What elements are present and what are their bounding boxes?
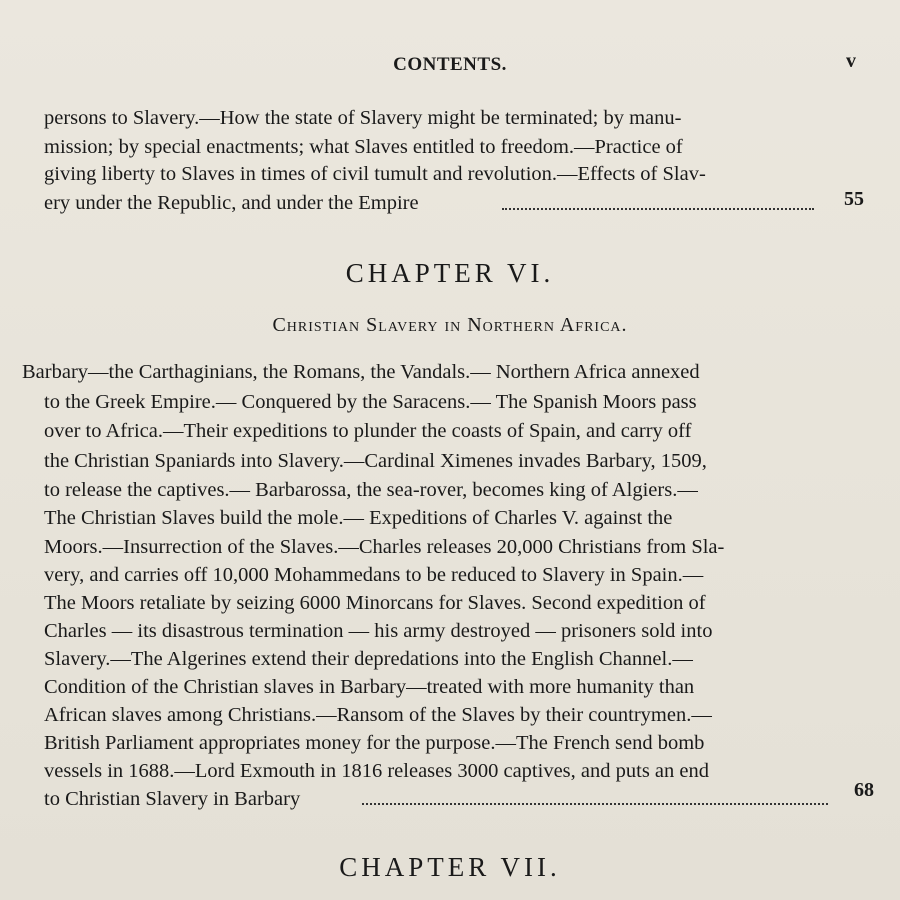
dot-leader bbox=[502, 208, 814, 210]
toc-line: to release the captives.— Barbarossa, the sea-rover, becomes king of Algiers.— bbox=[44, 479, 698, 501]
toc-line: The Christian Slaves build the mole.— Expeditions of Charles V. against the bbox=[44, 507, 673, 529]
toc-line: Barbary—the Carthaginians, the Romans, the Vandals.— Northern Africa annexed bbox=[22, 361, 700, 383]
toc-line: very, and carries off 10,000 Mohammedans to be reduced to Slavery in Spain.— bbox=[44, 564, 704, 586]
toc-line: The Moors retaliate by seizing 6000 Minorcans for Slaves. Second expedition of bbox=[44, 592, 706, 614]
toc-line: persons to Slavery.—How the state of Slavery might be terminated; by manu- bbox=[44, 107, 682, 129]
page-number: 55 bbox=[844, 188, 864, 210]
toc-line: vessels in 1688.—Lord Exmouth in 1816 releases 3000 captives, and puts an end bbox=[44, 760, 709, 782]
chapter-heading: CHAPTER VII. bbox=[339, 852, 561, 882]
page-number: 68 bbox=[854, 779, 874, 801]
toc-line: Condition of the Christian slaves in Barbary—treated with more humanity than bbox=[44, 676, 695, 698]
chapter-heading: CHAPTER VI. bbox=[345, 258, 555, 288]
toc-line: British Parliament appropriates money for the purpose.—The French send bomb bbox=[44, 732, 705, 754]
toc-line: Charles — its disastrous termination — his army destroyed — prisoners sold into bbox=[44, 620, 713, 642]
toc-line: Moors.—Insurrection of the Slaves.—Charles releases 20,000 Christians from Sla- bbox=[44, 536, 725, 558]
toc-line: to Christian Slavery in Barbary bbox=[44, 788, 301, 810]
toc-line: over to Africa.—Their expeditions to plunder the coasts of Spain, and carry off bbox=[44, 420, 692, 442]
toc-line: mission; by special enactments; what Slaves entitled to freedom.—Practice of bbox=[44, 136, 683, 158]
toc-line: giving liberty to Slaves in times of civil tumult and revolution.—Effects of Slav- bbox=[44, 163, 706, 185]
folio-number: v bbox=[846, 50, 856, 72]
toc-line: to the Greek Empire.— Conquered by the Saracens.— The Spanish Moors pass bbox=[44, 391, 697, 413]
toc-line: Slavery.—The Algerines extend their depredations into the English Channel.— bbox=[44, 648, 693, 670]
toc-line: African slaves among Christians.—Ransom of the Slaves by their countrymen.— bbox=[44, 704, 712, 726]
chapter-title: Christian Slavery in Northern Africa. bbox=[272, 314, 628, 336]
toc-line: the Christian Spaniards into Slavery.—Cardinal Ximenes invades Barbary, 1509, bbox=[44, 450, 707, 472]
toc-line: ery under the Republic, and under the Empire bbox=[44, 192, 419, 214]
running-head: CONTENTS. bbox=[393, 54, 507, 75]
dot-leader bbox=[362, 803, 828, 805]
